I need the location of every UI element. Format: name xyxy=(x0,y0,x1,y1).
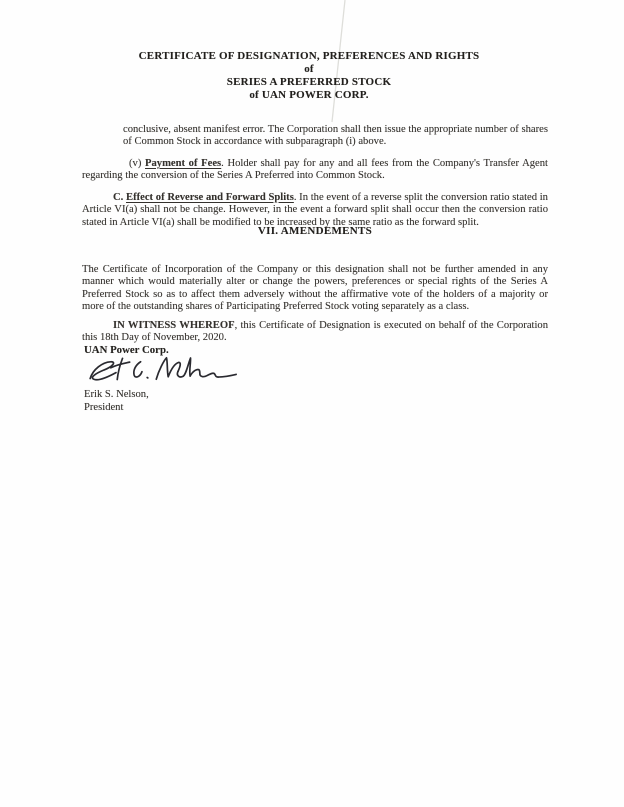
paragraph-conversion-continuation: conclusive, absent manifest error. The Corporation shall then issue the appropriate number of shares of Common Stock in accordance with subparagraph (i) above. xyxy=(123,123,548,148)
splits-prefix: C. xyxy=(113,191,127,203)
signature-stroke-s xyxy=(133,362,142,377)
signature-stroke-e-flourish xyxy=(90,362,117,380)
signer-block xyxy=(84,389,149,415)
paragraph-amendments: The Certificate of Incorporation of the Company or this designation shall not be further amended in any manner which would materially alter or change the powers, preferences or special rights of the Series A Preferred Stock so as to affect them adversely without the affirmative vote of the holders of a majority or more of the outstanding shares of Participating Preferred Stock voting separately as a class. xyxy=(82,263,548,313)
signature-stroke-tail xyxy=(218,374,236,377)
signature-stroke-son xyxy=(190,369,218,378)
paragraph-witness-clause xyxy=(82,320,548,345)
title-line-4: of UAN POWER CORP. xyxy=(249,89,369,101)
splits-heading-underlined: Effect of Reverse and Forward Splits xyxy=(126,191,294,203)
paragraph-payment-of-fees xyxy=(82,158,548,183)
signature-stroke-k xyxy=(111,358,131,380)
title-line-1: CERTIFICATE OF DESIGNATION, PREFERENCES AND RIGHTS xyxy=(138,50,480,62)
title-line-2: of xyxy=(304,63,314,75)
company-name-line: UAN Power Corp. xyxy=(84,344,169,356)
document-title xyxy=(76,50,542,102)
payment-prefix: (v) xyxy=(129,157,146,169)
section-heading-amendments: VII. AMENDEMENTS xyxy=(257,225,373,237)
splits-body-text: . In the event of a reverse split the conversion ratio stated in Article VI(a) shall not be change. However, in the event a forward split shall occur then the conversion ratio stated in Article VI(a) shall be modified to be increased by the same ratio as the forward split. xyxy=(82,191,548,228)
payment-body-text: . Holder shall pay for any and all fees from the Company's Transfer Agent regarding the conversion of the Series A Preferred into Common Stock. xyxy=(82,157,548,182)
witness-body-text: , this Certificate of Designation is executed on behalf of the Corporation this 18th Day of November, 2020. xyxy=(82,319,549,344)
title-line-3: SERIES A PREFERRED STOCK xyxy=(226,76,392,88)
witness-bold-text: IN WITNESS WHEREOF xyxy=(113,319,235,331)
signer-name: Erik S. Nelson, xyxy=(84,389,149,400)
signature-stroke-n xyxy=(156,357,181,379)
payment-heading-underlined: Payment of Fees xyxy=(145,157,222,169)
handwritten-signature xyxy=(85,349,238,394)
signer-title: President xyxy=(84,401,124,413)
paragraph-reverse-forward-splits xyxy=(82,192,548,230)
